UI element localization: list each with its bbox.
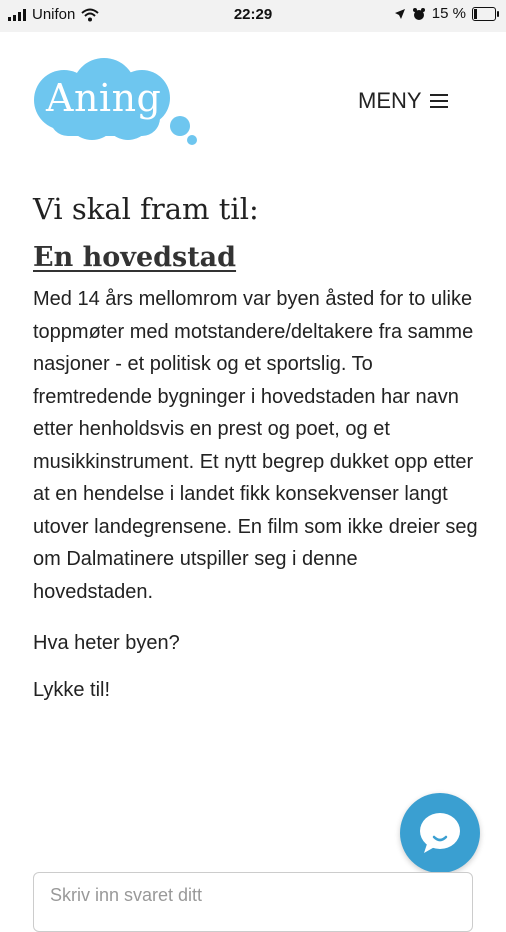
logo[interactable] bbox=[32, 58, 202, 150]
chat-button[interactable] bbox=[400, 793, 480, 873]
status-right bbox=[394, 5, 496, 22]
status-bar bbox=[0, 0, 506, 32]
battery-level bbox=[474, 9, 477, 19]
intro-heading: Vi skal fram til: bbox=[33, 192, 259, 226]
page-title: En hovedstad bbox=[33, 242, 237, 273]
chat-bubble-icon bbox=[400, 793, 480, 873]
hamburger-icon bbox=[430, 94, 448, 108]
battery-percent: 15 % bbox=[431, 5, 466, 22]
menu-label: MENY bbox=[358, 88, 422, 113]
riddle-text: Med 14 års mellomrom var byen åsted for to ulike toppmøter med motstandere/deltakere fra samme nasjoner - et politisk og et sportslig. To fremtredende bygninger i hovedstaden har navn etter henholdsvis en prest og poet, og et musikkinstrument. Et nytt begrep dukket opp etter at en hendelse i landet fikk konsekvenser langt utover landegrensene. En film som ikke dreier seg om Dalmatinere utspiller seg i denne hovedstaden. bbox=[33, 288, 478, 603]
carrier-label: Unifon bbox=[32, 6, 76, 23]
alarm-icon bbox=[412, 7, 426, 21]
menu-button[interactable] bbox=[358, 88, 448, 114]
logo-text: Aning bbox=[46, 76, 162, 120]
good-luck-text: Lykke til! bbox=[33, 679, 111, 701]
battery-icon bbox=[472, 7, 496, 21]
question-text: Hva heter byen? bbox=[33, 632, 180, 654]
location-arrow-icon bbox=[394, 8, 406, 20]
clock: 22:29 bbox=[233, 6, 273, 23]
main-content bbox=[33, 192, 483, 702]
answer-input[interactable]: Skriv inn svaret ditt bbox=[33, 872, 473, 932]
